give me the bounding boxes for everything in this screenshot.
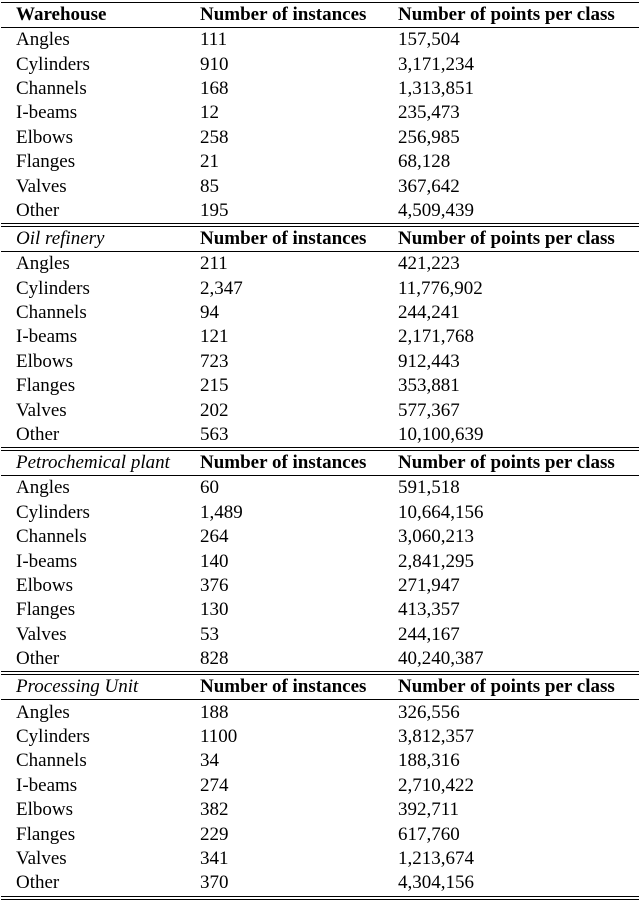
column-header-points: Number of points per class <box>398 676 615 698</box>
class-name-cell: Flanges <box>16 375 76 397</box>
table-row <box>0 476 640 500</box>
class-name-cell: Elbows <box>16 350 73 372</box>
table-row <box>0 52 640 76</box>
table-row <box>0 301 640 325</box>
class-name-cell: Cylinders <box>16 53 90 75</box>
points-cell: 353,881 <box>398 375 460 397</box>
table-row <box>0 252 640 276</box>
instances-cell: 130 <box>200 599 229 621</box>
table-row <box>0 350 640 374</box>
instances-cell: 341 <box>200 847 229 869</box>
column-header-instances: Number of instances <box>200 228 367 250</box>
points-cell: 3,060,213 <box>398 526 474 548</box>
class-name-cell: Other <box>16 648 60 670</box>
points-cell: 256,985 <box>398 126 460 148</box>
points-cell: 2,841,295 <box>398 550 474 572</box>
points-cell: 413,357 <box>398 599 460 621</box>
column-header-instances: Number of instances <box>200 452 367 474</box>
table-row <box>0 725 640 749</box>
class-name-cell: Cylinders <box>16 725 90 747</box>
instances-cell: 94 <box>200 302 219 324</box>
table-row <box>0 325 640 349</box>
points-cell: 235,473 <box>398 102 460 124</box>
points-cell: 912,443 <box>398 350 460 372</box>
class-name-cell: Channels <box>16 750 87 772</box>
instances-cell: 828 <box>200 648 229 670</box>
points-cell: 188,316 <box>398 750 460 772</box>
table-row <box>0 700 640 724</box>
section-header-row <box>0 3 640 27</box>
points-cell: 68,128 <box>398 151 451 173</box>
instances-cell: 258 <box>200 126 229 148</box>
points-cell: 10,664,156 <box>398 501 484 523</box>
class-name-cell: Channels <box>16 302 87 324</box>
table-row <box>0 871 640 895</box>
class-name-cell: Elbows <box>16 575 73 596</box>
table-row <box>0 647 640 671</box>
section-header-row <box>0 451 640 475</box>
table-row <box>0 774 640 798</box>
instances-cell: 121 <box>200 326 229 348</box>
class-name-cell: I-beams <box>16 774 78 796</box>
points-cell: 2,710,422 <box>398 774 474 796</box>
instances-cell: 723 <box>200 350 229 372</box>
points-cell: 1,213,674 <box>398 847 474 869</box>
instances-cell: 53 <box>200 623 219 645</box>
instances-cell: 168 <box>200 77 229 99</box>
class-name-cell: Angles <box>16 477 70 499</box>
table-row <box>0 174 640 198</box>
instances-cell: 85 <box>200 175 219 197</box>
instances-cell: 60 <box>200 477 219 499</box>
instances-cell: 376 <box>200 575 229 596</box>
points-cell: 3,812,357 <box>398 725 474 747</box>
table-row <box>0 822 640 846</box>
instances-cell: 12 <box>200 102 219 124</box>
table-row <box>0 525 640 549</box>
class-name-cell: Angles <box>16 29 70 51</box>
class-name-cell: Elbows <box>16 799 73 821</box>
instances-cell: 211 <box>200 253 228 275</box>
table-row <box>0 598 640 622</box>
section-title: Petrochemical plant <box>16 452 170 474</box>
instances-cell: 382 <box>200 799 229 821</box>
class-name-cell: Elbows <box>16 126 73 148</box>
points-cell: 617,760 <box>398 823 460 845</box>
instances-cell: 195 <box>200 199 229 221</box>
class-name-cell: Cylinders <box>16 501 90 523</box>
class-name-cell: Cylinders <box>16 277 90 299</box>
class-name-cell: I-beams <box>16 102 78 124</box>
points-cell: 3,171,234 <box>398 53 474 75</box>
instances-cell: 370 <box>200 872 229 894</box>
instances-cell: 264 <box>200 526 229 548</box>
points-cell: 157,504 <box>398 29 460 51</box>
class-name-cell: Valves <box>16 623 67 645</box>
points-cell: 40,240,387 <box>398 648 484 670</box>
class-name-cell: Valves <box>16 847 67 869</box>
instances-cell: 215 <box>200 375 229 397</box>
points-cell: 1,313,851 <box>398 77 474 99</box>
class-name-cell: Channels <box>16 526 87 548</box>
instances-cell: 274 <box>200 774 229 796</box>
points-cell: 392,711 <box>398 799 460 821</box>
table-row <box>0 126 640 150</box>
table-row <box>0 101 640 125</box>
points-cell: 4,509,439 <box>398 199 474 221</box>
column-header-instances: Number of instances <box>200 4 367 25</box>
table-row <box>0 847 640 871</box>
table-row <box>0 574 640 598</box>
instances-cell: 563 <box>200 424 229 446</box>
instances-cell: 1100 <box>200 725 238 747</box>
points-cell: 577,367 <box>398 399 460 421</box>
instances-cell: 910 <box>200 53 229 75</box>
class-name-cell: Other <box>16 424 60 446</box>
table-row <box>0 501 640 525</box>
points-cell: 367,642 <box>398 175 460 197</box>
class-name-cell: Flanges <box>16 599 76 621</box>
section-header-row <box>0 675 640 699</box>
section-header-row <box>0 227 640 251</box>
table-row <box>0 199 640 223</box>
section-title: Processing Unit <box>16 676 139 698</box>
table-row <box>0 150 640 174</box>
instances-cell: 21 <box>200 151 219 173</box>
class-name-cell: Angles <box>16 253 70 275</box>
table-row <box>0 374 640 398</box>
table-row <box>0 549 640 573</box>
class-name-cell: Flanges <box>16 151 76 173</box>
instances-cell: 111 <box>200 29 228 51</box>
class-name-cell: Valves <box>16 175 67 197</box>
section-double-rule <box>1 896 639 900</box>
points-cell: 421,223 <box>398 253 460 275</box>
instances-cell: 2,347 <box>200 277 243 299</box>
section-title: Oil refinery <box>16 228 105 250</box>
points-cell: 271,947 <box>398 575 460 596</box>
column-header-points: Number of points per class <box>398 228 615 250</box>
column-header-points: Number of points per class <box>398 4 615 25</box>
table-row <box>0 398 640 422</box>
table-row <box>0 798 640 822</box>
table-row <box>0 28 640 52</box>
class-name-cell: Flanges <box>16 823 76 845</box>
class-name-cell: Angles <box>16 701 70 723</box>
points-cell: 326,556 <box>398 701 460 723</box>
instances-cell: 1,489 <box>200 501 243 523</box>
points-cell: 11,776,902 <box>398 277 483 299</box>
instances-cell: 229 <box>200 823 229 845</box>
points-cell: 244,241 <box>398 302 460 324</box>
table-row <box>0 623 640 647</box>
column-header-points: Number of points per class <box>398 452 615 474</box>
points-cell: 591,518 <box>398 477 460 499</box>
points-cell: 10,100,639 <box>398 424 484 446</box>
class-name-cell: Channels <box>16 77 87 99</box>
class-name-cell: I-beams <box>16 326 78 348</box>
points-cell: 2,171,768 <box>398 326 474 348</box>
instances-cell: 202 <box>200 399 229 421</box>
table-row <box>0 749 640 773</box>
class-name-cell: Other <box>16 872 60 894</box>
table-row <box>0 77 640 101</box>
class-name-cell: Valves <box>16 399 67 421</box>
instances-cell: 34 <box>200 750 219 772</box>
instances-cell: 140 <box>200 550 229 572</box>
points-cell: 244,167 <box>398 623 460 645</box>
class-name-cell: I-beams <box>16 550 78 572</box>
instances-cell: 188 <box>200 701 229 723</box>
class-name-cell: Other <box>16 199 60 221</box>
table-row <box>0 277 640 301</box>
points-cell: 4,304,156 <box>398 872 474 894</box>
column-header-instances: Number of instances <box>200 676 367 698</box>
section-title: Warehouse <box>16 4 107 25</box>
table-row <box>0 423 640 447</box>
